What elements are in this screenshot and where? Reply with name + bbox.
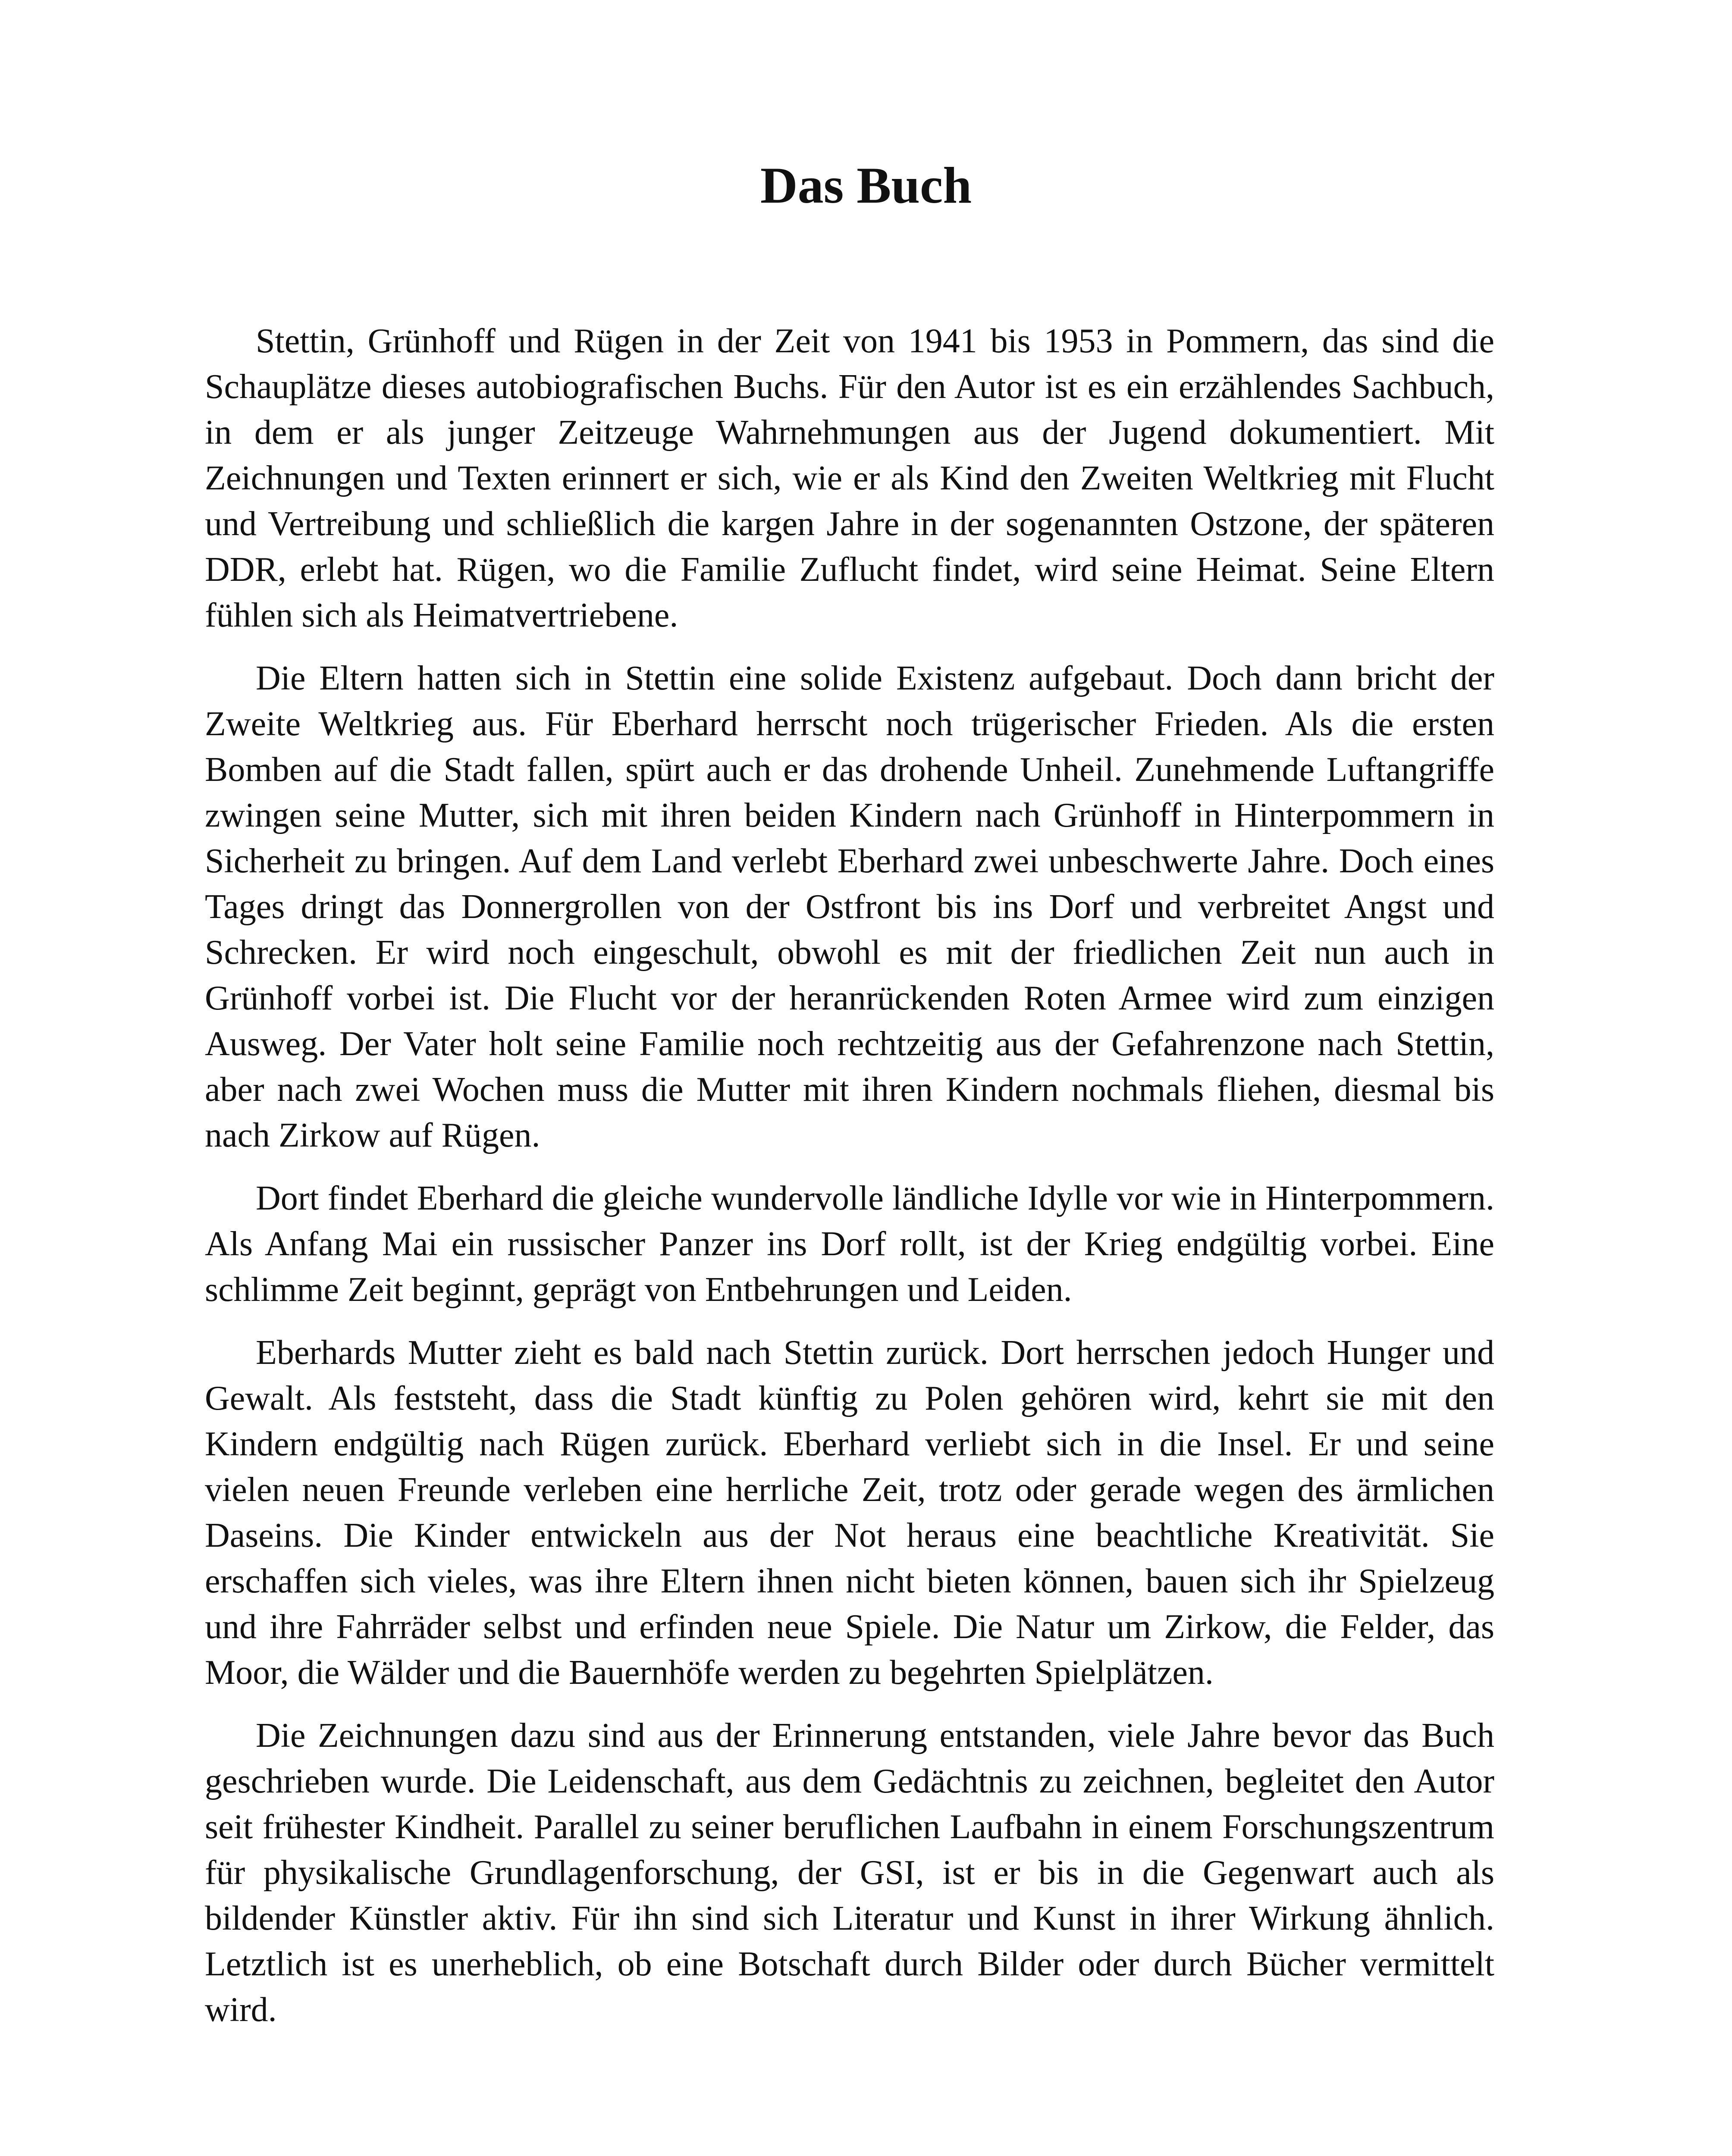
paragraph-2: Die Eltern hatten sich in Stettin eine solide Existenz aufgebaut. Doch dann bricht der Zweite Weltkrieg aus. Für Eberhard herrscht noch trügerischer Frieden. Als die ersten Bomben auf die Stadt fallen, spürt auch er das drohende Unheil. Zunehmende Luftangriffe zwingen seine Mutter, sich mit ihren beiden Kindern nach Grünhoff in Hinterpommern in Sicherheit zu bringen. Auf dem Land verlebt Eberhard zwei unbeschwerte Jahre. Doch eines Tages dringt das Donnergrollen von der Ostfront bis ins Dorf und verbreitet Angst und Schrecken. Er wird noch eingeschult, obwohl es mit der friedlichen Zeit nun auch in Grünhoff vorbei ist. Die Flucht vor der heranrückenden Roten Armee wird zum einzigen Ausweg. Der Vater holt seine Familie noch rechtzeitig aus der Gefahrenzone nach Stettin, aber nach zwei Wochen muss die Mutter mit ihren Kindern nochmals fliehen, diesmal bis nach Zirkow auf Rügen.	[205, 659, 1494, 1154]
paragraph-3: Dort findet Eberhard die gleiche wundervolle ländliche Idylle vor wie in Hinterpommern. Als Anfang Mai ein russischer Panzer ins Dorf rollt, ist der Krieg endgültig vorbei. Eine schlimme Zeit beginnt, geprägt von Entbehrungen und Leiden.	[205, 1179, 1494, 1309]
page-title: Das Buch	[760, 157, 972, 214]
paragraph-5: Die Zeichnungen dazu sind aus der Erinnerung entstanden, viele Jahre bevor das Buch geschrieben wurde. Die Leidenschaft, aus dem Gedächtnis zu zeichnen, begleitet den Autor seit frühester Kindheit. Parallel zu seiner beruflichen Laufbahn in einem Forschungszentrum für physikalische Grundlagenforschung, der GSI, ist er bis in die Gegenwart auch als bildender Künstler aktiv. Für ihn sind sich Literatur und Kunst in ihrer Wirkung ähnlich. Letztlich ist es unerheblich, ob eine Botschaft durch Bilder oder durch Bücher vermittelt wird.	[205, 1717, 1494, 2029]
paragraph-1: Stettin, Grünhoff und Rügen in der Zeit von 1941 bis 1953 in Pommern, das sind die Schauplätze dieses autobiografischen Buchs. Für den Autor ist es ein erzählendes Sachbuch, in dem er als junger Zeitzeuge Wahrnehmungen aus der Jugend dokumentiert. Mit Zeichnungen und Texten erinnert er sich, wie er als Kind den Zweiten Weltkrieg mit Flucht und Vertreibung und schließlich die kargen Jahre in der sogenannten Ostzone, der späteren DDR, erlebt hat. Rügen, wo die Familie Zuflucht findet, wird seine Heimat. Seine Eltern fühlen sich als Heimatvertriebene.	[205, 322, 1494, 634]
body-text	[205, 318, 1494, 2050]
paragraph-4: Eberhards Mutter zieht es bald nach Stettin zurück. Dort herrschen jedoch Hunger und Gewalt. Als feststeht, dass die Stadt künftig zu Polen gehören wird, kehrt sie mit den Kindern endgültig nach Rügen zurück. Eberhard verliebt sich in die Insel. Er und seine vielen neuen Freunde verleben eine herrliche Zeit, trotz oder gerade wegen des ärmlichen Daseins. Die Kinder entwickeln aus der Not heraus eine beachtliche Kreativität. Sie erschaffen sich vieles, was ihre Eltern ihnen nicht bieten können, bauen sich ihr Spielzeug und ihre Fahrräder selbst und erfinden neue Spiele. Die Natur um Zirkow, die Felder, das Moor, die Wälder und die Bauernhöfe werden zu begehrten Spielplätzen.	[205, 1334, 1494, 1692]
